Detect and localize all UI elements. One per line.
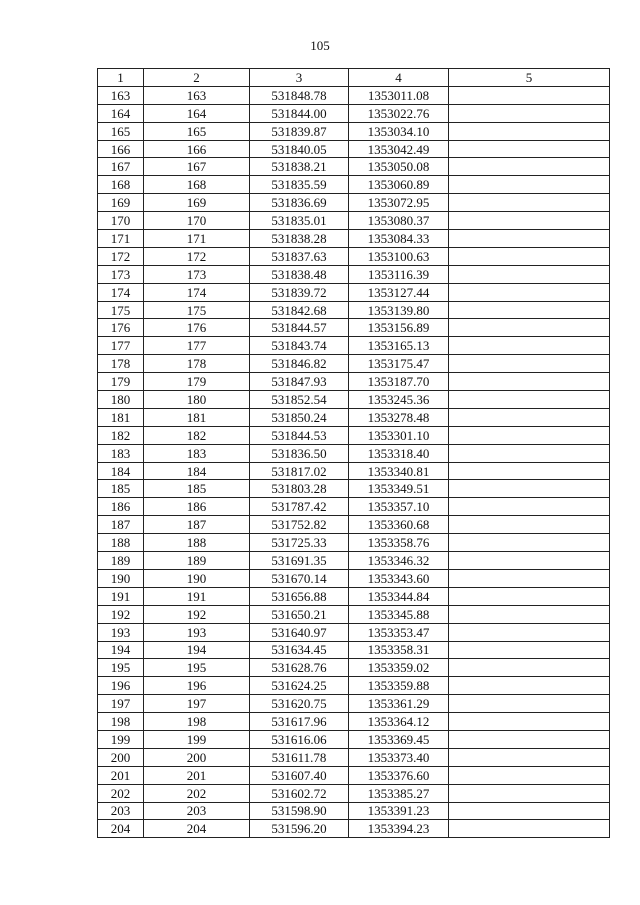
table-cell-col-3: 531620.75 xyxy=(250,695,349,713)
table-cell-col-4: 1353376.60 xyxy=(349,766,449,784)
table-cell-col-1: 168 xyxy=(98,176,144,194)
table-row xyxy=(98,86,610,104)
table-row xyxy=(98,516,610,534)
table-cell-col-5 xyxy=(449,480,610,498)
table-body xyxy=(98,86,610,837)
table-cell-col-5 xyxy=(449,587,610,605)
table-cell-col-2: 184 xyxy=(144,462,250,480)
table-row xyxy=(98,802,610,820)
table-cell-col-3: 531596.20 xyxy=(250,820,349,838)
table-cell-col-1: 171 xyxy=(98,230,144,248)
table-row xyxy=(98,641,610,659)
table-cell-col-5 xyxy=(449,748,610,766)
table-row xyxy=(98,498,610,516)
table-row xyxy=(98,408,610,426)
table-row xyxy=(98,766,610,784)
table-row xyxy=(98,283,610,301)
table-row xyxy=(98,373,610,391)
table-cell-col-2: 197 xyxy=(144,695,250,713)
table-cell-col-3: 531598.90 xyxy=(250,802,349,820)
table-cell-col-1: 167 xyxy=(98,158,144,176)
table-cell-col-5 xyxy=(449,695,610,713)
table-row xyxy=(98,265,610,283)
table-cell-col-1: 179 xyxy=(98,373,144,391)
table-row xyxy=(98,230,610,248)
table-cell-col-2: 179 xyxy=(144,373,250,391)
table-cell-col-2: 192 xyxy=(144,605,250,623)
table-cell-col-2: 187 xyxy=(144,516,250,534)
table-cell-col-1: 197 xyxy=(98,695,144,713)
table-cell-col-5 xyxy=(449,552,610,570)
table-cell-col-1: 189 xyxy=(98,552,144,570)
table-cell-col-3: 531835.59 xyxy=(250,176,349,194)
table-row xyxy=(98,659,610,677)
table-cell-col-1: 165 xyxy=(98,122,144,140)
table-cell-col-2: 167 xyxy=(144,158,250,176)
table-cell-col-4: 1353358.31 xyxy=(349,641,449,659)
table-cell-col-4: 1353360.68 xyxy=(349,516,449,534)
table-cell-col-3: 531616.06 xyxy=(250,730,349,748)
table-cell-col-2: 170 xyxy=(144,212,250,230)
table-cell-col-4: 1353345.88 xyxy=(349,605,449,623)
table-cell-col-1: 170 xyxy=(98,212,144,230)
table-cell-col-1: 163 xyxy=(98,86,144,104)
table-cell-col-2: 191 xyxy=(144,587,250,605)
table-cell-col-4: 1353369.45 xyxy=(349,730,449,748)
table-cell-col-4: 1353042.49 xyxy=(349,140,449,158)
table-cell-col-1: 193 xyxy=(98,623,144,641)
table-cell-col-5 xyxy=(449,355,610,373)
table-cell-col-5 xyxy=(449,247,610,265)
table-row xyxy=(98,301,610,319)
table-row xyxy=(98,534,610,552)
table-cell-col-2: 195 xyxy=(144,659,250,677)
table-cell-col-5 xyxy=(449,158,610,176)
table-cell-col-5 xyxy=(449,176,610,194)
table-cell-col-1: 164 xyxy=(98,104,144,122)
table-cell-col-1: 177 xyxy=(98,337,144,355)
table-cell-col-4: 1353245.36 xyxy=(349,391,449,409)
table-row xyxy=(98,605,610,623)
table-cell-col-5 xyxy=(449,122,610,140)
table-cell-col-3: 531650.21 xyxy=(250,605,349,623)
table-cell-col-5 xyxy=(449,391,610,409)
table-row xyxy=(98,552,610,570)
table-cell-col-2: 185 xyxy=(144,480,250,498)
table-row xyxy=(98,355,610,373)
table-cell-col-2: 182 xyxy=(144,426,250,444)
table-cell-col-5 xyxy=(449,659,610,677)
table-cell-col-3: 531624.25 xyxy=(250,677,349,695)
table-cell-col-3: 531844.57 xyxy=(250,319,349,337)
table-cell-col-3: 531850.24 xyxy=(250,408,349,426)
table-cell-col-3: 531839.87 xyxy=(250,122,349,140)
table-row xyxy=(98,569,610,587)
table-cell-col-1: 203 xyxy=(98,802,144,820)
table-cell-col-3: 531844.53 xyxy=(250,426,349,444)
table-cell-col-3: 531835.01 xyxy=(250,212,349,230)
table-cell-col-4: 1353358.76 xyxy=(349,534,449,552)
table-cell-col-5 xyxy=(449,498,610,516)
table-cell-col-4: 1353156.89 xyxy=(349,319,449,337)
table-cell-col-5 xyxy=(449,677,610,695)
table-cell-col-1: 184 xyxy=(98,462,144,480)
table-cell-col-1: 196 xyxy=(98,677,144,695)
table-cell-col-4: 1353318.40 xyxy=(349,444,449,462)
table-cell-col-2: 199 xyxy=(144,730,250,748)
table-cell-col-3: 531640.97 xyxy=(250,623,349,641)
table-cell-col-1: 169 xyxy=(98,194,144,212)
table-cell-col-4: 1353394.23 xyxy=(349,820,449,838)
table-cell-col-5 xyxy=(449,784,610,802)
table-row xyxy=(98,695,610,713)
table-cell-col-2: 175 xyxy=(144,301,250,319)
table-cell-col-3: 531617.96 xyxy=(250,713,349,731)
table-cell-col-5 xyxy=(449,802,610,820)
table-cell-col-1: 181 xyxy=(98,408,144,426)
table-cell-col-2: 165 xyxy=(144,122,250,140)
table-row xyxy=(98,587,610,605)
table-cell-col-5 xyxy=(449,337,610,355)
table-cell-col-4: 1353072.95 xyxy=(349,194,449,212)
table-cell-col-3: 531852.54 xyxy=(250,391,349,409)
table-cell-col-4: 1353359.02 xyxy=(349,659,449,677)
table-cell-col-1: 176 xyxy=(98,319,144,337)
table-cell-col-3: 531670.14 xyxy=(250,569,349,587)
table-row xyxy=(98,820,610,838)
table-cell-col-5 xyxy=(449,623,610,641)
table-cell-col-1: 200 xyxy=(98,748,144,766)
table-cell-col-2: 190 xyxy=(144,569,250,587)
table-cell-col-2: 180 xyxy=(144,391,250,409)
table-cell-col-5 xyxy=(449,104,610,122)
table-cell-col-4: 1353343.60 xyxy=(349,569,449,587)
table-cell-col-1: 172 xyxy=(98,247,144,265)
table-cell-col-5 xyxy=(449,283,610,301)
table-row xyxy=(98,480,610,498)
table-cell-col-5 xyxy=(449,713,610,731)
table-cell-col-1: 183 xyxy=(98,444,144,462)
table-cell-col-5 xyxy=(449,265,610,283)
column-header-2: 2 xyxy=(144,69,250,87)
page-number: 105 xyxy=(310,38,330,53)
table-row xyxy=(98,122,610,140)
table-cell-col-2: 198 xyxy=(144,713,250,731)
table-cell-col-4: 1353385.27 xyxy=(349,784,449,802)
column-header-5: 5 xyxy=(449,69,610,87)
table-cell-col-2: 177 xyxy=(144,337,250,355)
table-cell-col-4: 1353364.12 xyxy=(349,713,449,731)
table-cell-col-2: 201 xyxy=(144,766,250,784)
table-cell-col-4: 1353060.89 xyxy=(349,176,449,194)
table-cell-col-1: 192 xyxy=(98,605,144,623)
table-cell-col-3: 531836.50 xyxy=(250,444,349,462)
table-row xyxy=(98,158,610,176)
table-cell-col-2: 196 xyxy=(144,677,250,695)
table-cell-col-4: 1353165.13 xyxy=(349,337,449,355)
table-cell-col-4: 1353084.33 xyxy=(349,230,449,248)
table-cell-col-2: 202 xyxy=(144,784,250,802)
table-header-row xyxy=(98,69,610,87)
table-cell-col-4: 1353080.37 xyxy=(349,212,449,230)
table-cell-col-2: 200 xyxy=(144,748,250,766)
table-cell-col-5 xyxy=(449,194,610,212)
table-cell-col-2: 178 xyxy=(144,355,250,373)
table-cell-col-3: 531837.63 xyxy=(250,247,349,265)
table-cell-col-3: 531607.40 xyxy=(250,766,349,784)
table-cell-col-2: 174 xyxy=(144,283,250,301)
table-cell-col-2: 166 xyxy=(144,140,250,158)
table-cell-col-2: 204 xyxy=(144,820,250,838)
table-cell-col-4: 1353344.84 xyxy=(349,587,449,605)
table-cell-col-2: 168 xyxy=(144,176,250,194)
table-cell-col-2: 171 xyxy=(144,230,250,248)
table-cell-col-5 xyxy=(449,140,610,158)
table-cell-col-4: 1353346.32 xyxy=(349,552,449,570)
table-cell-col-1: 202 xyxy=(98,784,144,802)
table-cell-col-5 xyxy=(449,86,610,104)
table-cell-col-3: 531838.48 xyxy=(250,265,349,283)
table-cell-col-1: 174 xyxy=(98,283,144,301)
table-row xyxy=(98,444,610,462)
table-cell-col-2: 176 xyxy=(144,319,250,337)
column-header-1: 1 xyxy=(98,69,144,87)
table-cell-col-4: 1353349.51 xyxy=(349,480,449,498)
table-cell-col-3: 531842.68 xyxy=(250,301,349,319)
table-cell-col-2: 164 xyxy=(144,104,250,122)
table-row xyxy=(98,391,610,409)
table-cell-col-1: 191 xyxy=(98,587,144,605)
table-cell-col-4: 1353187.70 xyxy=(349,373,449,391)
table-cell-col-3: 531838.28 xyxy=(250,230,349,248)
table-cell-col-4: 1353353.47 xyxy=(349,623,449,641)
coordinates-table xyxy=(97,68,610,838)
table-row xyxy=(98,713,610,731)
table-cell-col-4: 1353278.48 xyxy=(349,408,449,426)
table-row xyxy=(98,748,610,766)
table-row xyxy=(98,426,610,444)
table-cell-col-4: 1353050.08 xyxy=(349,158,449,176)
table-cell-col-4: 1353034.10 xyxy=(349,122,449,140)
table-cell-col-2: 173 xyxy=(144,265,250,283)
table-cell-col-3: 531843.74 xyxy=(250,337,349,355)
table-cell-col-2: 194 xyxy=(144,641,250,659)
table-cell-col-5 xyxy=(449,426,610,444)
table-cell-col-2: 188 xyxy=(144,534,250,552)
table-cell-col-4: 1353139.80 xyxy=(349,301,449,319)
table-cell-col-1: 201 xyxy=(98,766,144,784)
table-cell-col-1: 198 xyxy=(98,713,144,731)
table-cell-col-3: 531752.82 xyxy=(250,516,349,534)
table-cell-col-5 xyxy=(449,212,610,230)
table-cell-col-3: 531817.02 xyxy=(250,462,349,480)
table-cell-col-3: 531628.76 xyxy=(250,659,349,677)
table-cell-col-4: 1353357.10 xyxy=(349,498,449,516)
table-cell-col-2: 183 xyxy=(144,444,250,462)
table-cell-col-1: 204 xyxy=(98,820,144,838)
table-cell-col-3: 531803.28 xyxy=(250,480,349,498)
table-cell-col-2: 163 xyxy=(144,86,250,104)
table-cell-col-3: 531844.00 xyxy=(250,104,349,122)
table-row xyxy=(98,176,610,194)
table-cell-col-1: 199 xyxy=(98,730,144,748)
table-cell-col-1: 190 xyxy=(98,569,144,587)
column-header-4: 4 xyxy=(349,69,449,87)
table-cell-col-1: 188 xyxy=(98,534,144,552)
table-cell-col-3: 531602.72 xyxy=(250,784,349,802)
table-cell-col-3: 531611.78 xyxy=(250,748,349,766)
table-cell-col-5 xyxy=(449,605,610,623)
table-cell-col-1: 187 xyxy=(98,516,144,534)
table-cell-col-2: 193 xyxy=(144,623,250,641)
table-row xyxy=(98,337,610,355)
table-cell-col-4: 1353301.10 xyxy=(349,426,449,444)
table-cell-col-1: 178 xyxy=(98,355,144,373)
table-cell-col-2: 172 xyxy=(144,247,250,265)
table-cell-col-1: 195 xyxy=(98,659,144,677)
table-cell-col-4: 1353127.44 xyxy=(349,283,449,301)
table-cell-col-1: 194 xyxy=(98,641,144,659)
table-cell-col-2: 181 xyxy=(144,408,250,426)
table-cell-col-3: 531848.78 xyxy=(250,86,349,104)
table-row xyxy=(98,212,610,230)
table-cell-col-5 xyxy=(449,319,610,337)
table-cell-col-4: 1353011.08 xyxy=(349,86,449,104)
table-cell-col-4: 1353373.40 xyxy=(349,748,449,766)
table-cell-col-2: 203 xyxy=(144,802,250,820)
table-row xyxy=(98,319,610,337)
table-cell-col-3: 531634.45 xyxy=(250,641,349,659)
table-cell-col-1: 180 xyxy=(98,391,144,409)
table-cell-col-1: 186 xyxy=(98,498,144,516)
table-cell-col-5 xyxy=(449,373,610,391)
table-cell-col-3: 531725.33 xyxy=(250,534,349,552)
table-cell-col-1: 173 xyxy=(98,265,144,283)
table-cell-col-4: 1353116.39 xyxy=(349,265,449,283)
table-cell-col-1: 175 xyxy=(98,301,144,319)
table-cell-col-1: 182 xyxy=(98,426,144,444)
table-cell-col-3: 531840.05 xyxy=(250,140,349,158)
table-row xyxy=(98,140,610,158)
table-row xyxy=(98,730,610,748)
table-cell-col-3: 531691.35 xyxy=(250,552,349,570)
table-cell-col-3: 531656.88 xyxy=(250,587,349,605)
table-cell-col-1: 185 xyxy=(98,480,144,498)
table-cell-col-5 xyxy=(449,766,610,784)
table-cell-col-4: 1353361.29 xyxy=(349,695,449,713)
table-cell-col-4: 1353359.88 xyxy=(349,677,449,695)
table-row xyxy=(98,104,610,122)
table-cell-col-5 xyxy=(449,730,610,748)
table-cell-col-3: 531839.72 xyxy=(250,283,349,301)
table-cell-col-5 xyxy=(449,444,610,462)
table-cell-col-5 xyxy=(449,301,610,319)
table-cell-col-4: 1353022.76 xyxy=(349,104,449,122)
table-cell-col-1: 166 xyxy=(98,140,144,158)
table-cell-col-2: 186 xyxy=(144,498,250,516)
table-cell-col-4: 1353391.23 xyxy=(349,802,449,820)
table-cell-col-3: 531847.93 xyxy=(250,373,349,391)
table-row xyxy=(98,462,610,480)
table-cell-col-5 xyxy=(449,408,610,426)
table-cell-col-2: 189 xyxy=(144,552,250,570)
table-cell-col-5 xyxy=(449,820,610,838)
table-cell-col-3: 531838.21 xyxy=(250,158,349,176)
table-row xyxy=(98,677,610,695)
table-cell-col-3: 531846.82 xyxy=(250,355,349,373)
table-row xyxy=(98,194,610,212)
table-cell-col-5 xyxy=(449,230,610,248)
column-header-3: 3 xyxy=(250,69,349,87)
table-cell-col-3: 531787.42 xyxy=(250,498,349,516)
table-cell-col-5 xyxy=(449,569,610,587)
table-cell-col-4: 1353340.81 xyxy=(349,462,449,480)
table-cell-col-5 xyxy=(449,641,610,659)
table-row xyxy=(98,784,610,802)
table-cell-col-5 xyxy=(449,462,610,480)
table-row xyxy=(98,247,610,265)
table-cell-col-5 xyxy=(449,534,610,552)
table-row xyxy=(98,623,610,641)
table-cell-col-4: 1353100.63 xyxy=(349,247,449,265)
table-cell-col-5 xyxy=(449,516,610,534)
table-cell-col-3: 531836.69 xyxy=(250,194,349,212)
table-cell-col-2: 169 xyxy=(144,194,250,212)
table-cell-col-4: 1353175.47 xyxy=(349,355,449,373)
